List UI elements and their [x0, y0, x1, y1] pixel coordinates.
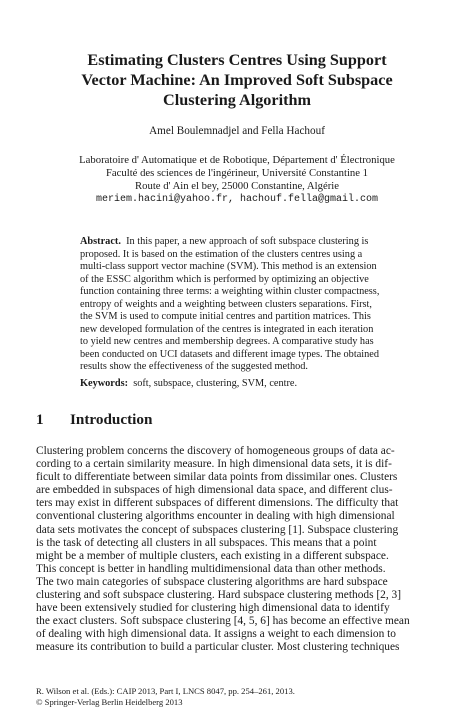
body-line: have been extensively studied for clustering high dimensional data to identify: [36, 602, 390, 615]
title-line: Vector Machine: An Improved Soft Subspace: [81, 71, 393, 89]
author-emails: meriem.hacini@yahoo.fr, hachouf.fella@gmail.com: [95, 194, 379, 205]
body-line: is the task of detecting all clusters in all subspaces. This means that a point: [36, 536, 377, 549]
body-text: [36, 445, 440, 655]
body-line: The two main categories of subspace clustering algorithms are hard subspace: [36, 575, 388, 588]
body-line: data sets motivates the concept of subspaces clustering [1]. Subspace clustering: [36, 523, 399, 536]
body-line: the exact clusters. Soft subspace clustering [4, 5, 6] has become an effective mean: [36, 615, 410, 628]
abstract-line: the SVM is used to compute initial centres and partition matrices. This: [80, 311, 371, 322]
abstract-line: new developed formulation of the centres is integrated in each iteration: [80, 323, 374, 335]
body-line: measure its contribution to build a particular cluster. Most clustering techniques: [36, 641, 400, 654]
footer-line: R. Wilson et al. (Eds.): CAIP 2013, Part I, LNCS 8047, pp. 254–261, 2013.: [36, 686, 295, 696]
body-line: are embedded in subspaces of high dimensional data space, and different clus-: [36, 484, 393, 497]
abstract-line: In this paper, a new approach of soft subspace clustering is: [126, 236, 369, 247]
affiliation-line: Faculté des sciences de l'ingérineur, Université Constantine 1: [105, 167, 369, 179]
abstract-line: function containing three terms: a weighting within cluster compactness,: [80, 286, 380, 297]
body-line: conventional clustering algorithms encounter in dealing with high dimensional: [36, 510, 395, 523]
keywords-label: Keywords:: [80, 378, 129, 389]
authors: Amel Boulemnadjel and Fella Hachouf: [149, 125, 325, 137]
affiliation-line: Laboratoire d' Automatique et de Robotique, Département d' Électronique: [79, 154, 395, 166]
body-line: Clustering problem concerns the discovery of homogeneous groups of data ac-: [36, 445, 395, 457]
paper-title: [40, 50, 434, 110]
body-line: might be a member of multiple clusters, each existing in a different subspace.: [36, 549, 389, 562]
copyright-footer: [36, 686, 295, 707]
body-line: This concept is better in handling multidimensional data than other methods.: [36, 562, 386, 575]
abstract-line: to yield new centres and membership degrees. A comparative study has: [80, 336, 374, 347]
title-line: Clustering Algorithm: [163, 91, 311, 109]
affiliation-line: Route d' Ain el bey, 25000 Constantine, Algérie: [135, 180, 339, 192]
body-line: ters may exist in different subspaces of different dimensions. The difficulty that: [36, 497, 399, 510]
body-line: of dealing with high dimensional data. It assigns a weight to each dimension to: [36, 628, 397, 641]
abstract: [80, 236, 394, 374]
footer-line: © Springer-Verlag Berlin Heidelberg 2013: [36, 696, 183, 707]
affiliation: [40, 154, 434, 206]
body-line: clustering and soft subspace clustering. Hard subspace clustering methods [2, 3]: [36, 589, 402, 602]
abstract-line: of the ESSC algorithm which is performed by optimizing an objective: [80, 273, 369, 285]
section-heading: [36, 410, 152, 430]
abstract-line: results show the effectiveness of the suggested method.: [80, 361, 309, 372]
abstract-line: entropy of weights and a weighting between clusters separations. First,: [80, 298, 372, 310]
abstract-line: proposed. It is based on the estimation of the clusters centres using a: [80, 248, 363, 260]
section-number: 1: [36, 411, 44, 428]
keywords: [80, 377, 394, 390]
body-line: ficult to differentiate between similar data points from dissimilar ones. Clusters: [36, 471, 398, 484]
title-line: Estimating Clusters Centres Using Support: [87, 51, 387, 69]
section-title: Introduction: [70, 411, 153, 428]
abstract-line: been conducted on UCI datasets and different image types. The obtained: [80, 348, 379, 360]
abstract-label: Abstract.: [80, 236, 121, 247]
abstract-line: multi-class support vector machine (SVM). This method is an extension: [80, 261, 377, 272]
body-line: cording to a certain similarity measure. In high dimensional data sets, it is dif-: [36, 458, 392, 471]
keywords-text: soft, subspace, clustering, SVM, centre.: [133, 378, 298, 389]
